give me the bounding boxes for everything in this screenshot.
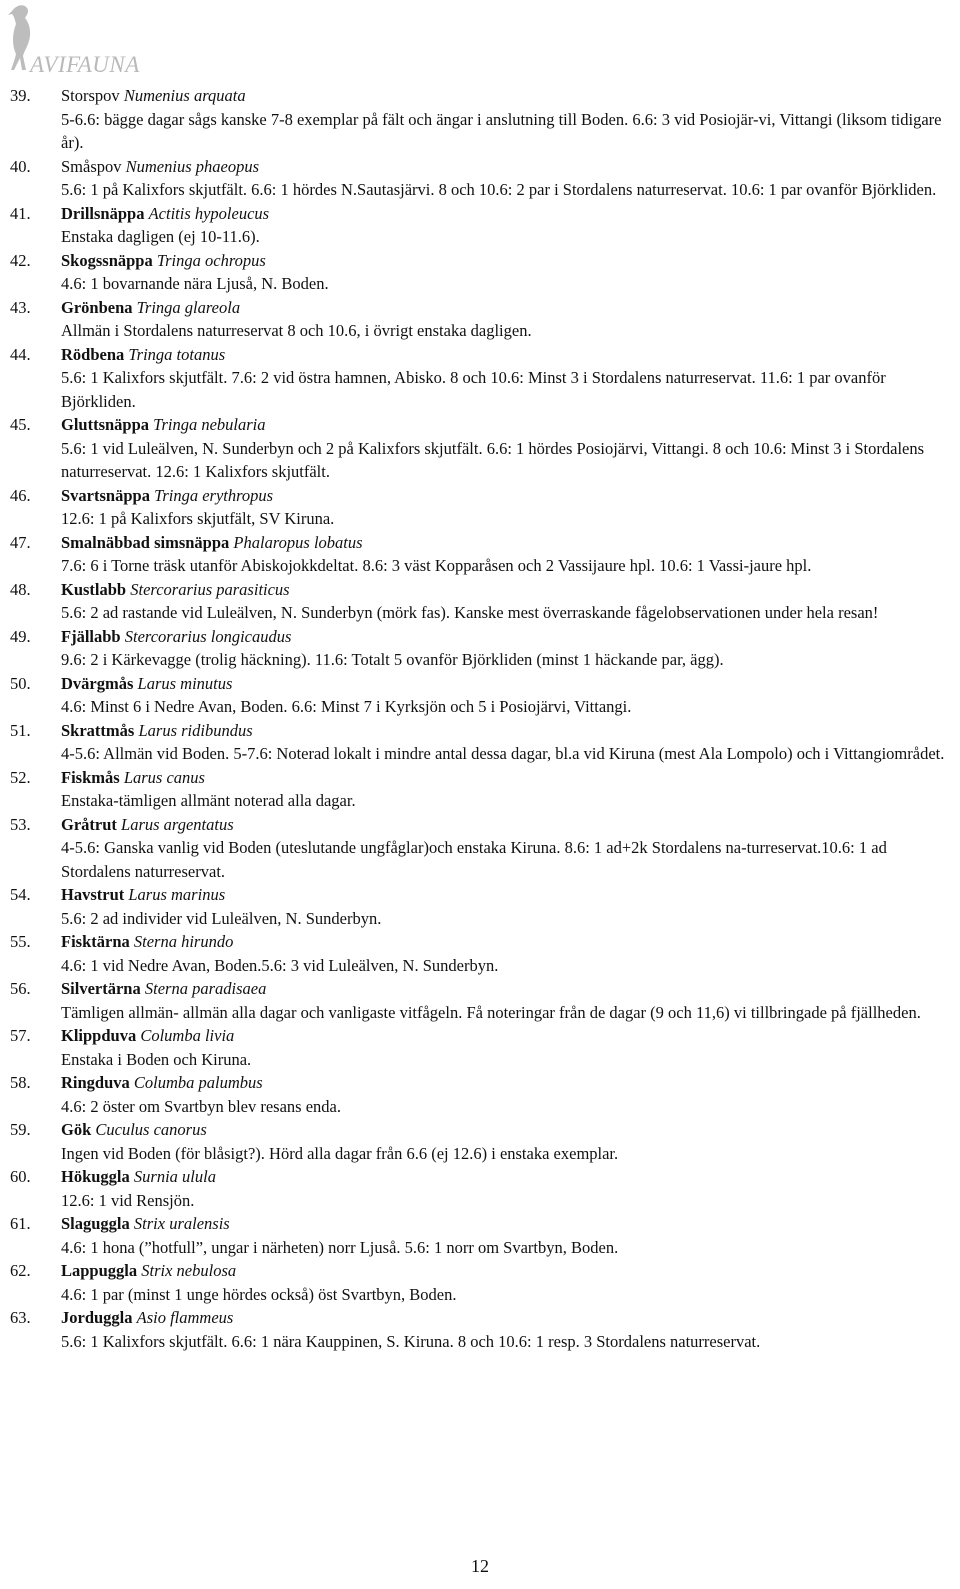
entry-number: 50. (10, 673, 31, 693)
species-name: Grönbena (61, 297, 133, 317)
species-name: Skrattmås (61, 720, 135, 740)
entry-number: 59. (10, 1120, 31, 1139)
entry-heading (61, 296, 960, 320)
species-name: Gråtrut (61, 814, 117, 834)
latin-name: Phalaropus lobatus (233, 532, 363, 552)
entry-heading (61, 343, 960, 367)
observation-text: 4.6: 2 öster om Svartbyn blev resans enda. (61, 1096, 341, 1116)
entry-heading (61, 1024, 960, 1048)
entry-number: 49. (10, 626, 31, 646)
latin-name: Larus ridibundus (138, 720, 253, 740)
entry-number: 52. (10, 767, 31, 787)
observation-text: 4-5.6: Allmän vid Boden. 5-7.6: Noterad lokalt i mindre antal dessa dagar, bl.a vid Kiruna (mest Ala Lompolo) och i Vittangiområdet. (61, 744, 945, 763)
latin-name: Tringa ochropus (156, 250, 266, 270)
latin-name: Stercorarius parasiticus (130, 579, 290, 599)
observation-text: Tämligen allmän- allmän alla dagar och vanligaste vitfågeln. Få noteringar från de dagar (9 och 11,6) vi tillbringade på fjällheden. (61, 1002, 921, 1022)
observation-text: 5.6: 1 på Kalixfors skjutfält. 6.6: 1 hördes N.Sautasjärvi. 8 och 10.6: 2 par i Stordalens naturreservat. 10.6: 1 par ovanför Björkliden. (61, 180, 937, 199)
latin-name: Sterna hirundo (133, 932, 234, 951)
species-entry (0, 413, 960, 484)
species-name: Fisktärna (61, 932, 130, 951)
entry-number: 39. (10, 86, 31, 105)
entry-number: 48. (10, 579, 31, 599)
entry-heading (61, 1212, 960, 1236)
entry-heading (61, 719, 960, 743)
species-name: Fjällabb (61, 626, 121, 646)
species-entry (0, 672, 960, 719)
species-name: Drillsnäppa (61, 203, 145, 223)
species-name: Dvärgmås (61, 673, 134, 693)
entry-heading (61, 1071, 960, 1095)
observation-text: 4.6: 1 bovarnande nära Ljuså, N. Boden. (61, 274, 329, 293)
entry-heading (61, 1259, 960, 1283)
entry-number: 44. (10, 344, 31, 364)
species-entry (0, 578, 960, 625)
species-entry (0, 883, 960, 930)
latin-name: Tringa nebularia (153, 415, 266, 434)
entry-heading (61, 202, 960, 226)
entry-number: 60. (10, 1167, 31, 1186)
species-name: Rödbena (61, 344, 125, 364)
species-name: Småspov (61, 156, 122, 176)
species-name: Jorduggla (61, 1308, 133, 1327)
latin-name: Numenius arquata (123, 86, 246, 105)
observation-text: 5.6: 2 ad individer vid Luleälven, N. Sunderbyn. (61, 908, 382, 928)
latin-name: Larus argentatus (121, 814, 234, 834)
entry-number: 61. (10, 1214, 31, 1233)
entry-heading (61, 578, 960, 602)
entry-number: 47. (10, 532, 31, 552)
species-name: Storspov (61, 86, 120, 105)
entry-number: 41. (10, 203, 31, 223)
species-name: Smalnäbbad simsnäppa (61, 532, 230, 552)
latin-name: Larus marinus (128, 885, 226, 904)
observation-text: 4-5.6: Ganska vanlig vid Boden (uteslutande ungfåglar)och enstaka Kiruna. 8.6: 1 ad+2k Stordalens na-turreservat.10.6: 1 ad Stordalens naturreservat. (61, 838, 887, 881)
latin-name: Columba livia (140, 1026, 235, 1045)
species-entry (0, 531, 960, 578)
species-name: Fiskmås (61, 767, 120, 787)
observation-text: 9.6: 2 i Kärkevagge (trolig häckning). 11.6: Totalt 5 ovanför Björkliden (minst 1 häckande par, ägg). (61, 650, 724, 669)
species-name: Slaguggla (61, 1214, 130, 1233)
observation-text: 4.6: 1 hona (”hotfull”, ungar i närheten) norr Ljuså. 5.6: 1 norr om Svartbyn, Boden. (61, 1237, 619, 1257)
latin-name: Sterna paradisaea (144, 979, 267, 998)
entry-number: 46. (10, 485, 31, 505)
entry-number: 53. (10, 814, 31, 834)
entry-heading (61, 413, 960, 437)
latin-name: Cuculus canorus (95, 1120, 207, 1139)
entry-heading (61, 930, 960, 954)
avifauna-logo (4, 4, 174, 77)
entry-number: 42. (10, 250, 31, 270)
latin-name: Tringa erythropus (154, 485, 274, 505)
entry-number: 40. (10, 156, 31, 176)
observation-text: 7.6: 6 i Torne träsk utanför Abiskojokkdeltat. 8.6: 3 väst Kopparåsen och 2 Vassijaure hpl. 10.6: 1 Vassi-jaure hpl. (61, 556, 812, 575)
entry-heading (61, 883, 960, 907)
entry-heading (61, 977, 960, 1001)
latin-name: Stercorarius longicaudus (124, 626, 292, 646)
species-name: Havstrut (61, 885, 125, 904)
latin-name: Actitis hypoleucus (148, 203, 270, 223)
latin-name: Larus canus (123, 767, 205, 787)
entry-heading (61, 531, 960, 555)
observation-text: 5.6: 1 vid Luleälven, N. Sunderbyn och 2 på Kalixfors skjutfält. 6.6: 1 hördes Posiojärvi, Vittangi. 8 och 10.6: Minst 3 i Stordalens naturreservat. 12.6: 1 Kalixfors skjutfält. (61, 438, 925, 481)
latin-name: Columba palumbus (133, 1073, 263, 1092)
species-name: Silvertärna (61, 979, 141, 998)
species-entry (0, 1165, 960, 1212)
latin-name: Numenius phaeopus (125, 156, 260, 176)
entry-number: 63. (10, 1308, 31, 1327)
entry-number: 62. (10, 1261, 31, 1280)
entry-heading (61, 1118, 960, 1142)
logo-text: AVIFAUNA (30, 52, 140, 77)
species-name: Gök (61, 1120, 92, 1139)
latin-name: Larus minutus (137, 673, 233, 693)
entry-heading (61, 1165, 960, 1189)
species-entry (0, 625, 960, 672)
latin-name: Strix uralensis (133, 1214, 230, 1233)
entry-number: 43. (10, 297, 31, 317)
species-entry (0, 1024, 960, 1071)
observation-text: 12.6: 1 vid Rensjön. (61, 1190, 195, 1210)
entry-heading (61, 813, 960, 837)
species-entry (0, 766, 960, 813)
entry-heading (61, 249, 960, 273)
entry-heading (61, 484, 960, 508)
species-entry (0, 719, 960, 766)
entry-heading (61, 625, 960, 649)
entry-heading (61, 84, 960, 108)
observation-text: Enstaka dagligen (ej 10-11.6). (61, 227, 260, 246)
species-entry (0, 930, 960, 977)
observation-text: 5.6: 1 Kalixfors skjutfält. 6.6: 1 nära Kauppinen, S. Kiruna. 8 och 10.6: 1 resp. 3 Stordalens naturreservat. (61, 1331, 761, 1351)
species-entry (0, 1071, 960, 1118)
entry-heading (61, 1306, 960, 1330)
species-entry (0, 813, 960, 884)
species-entry (0, 977, 960, 1024)
species-entry (0, 484, 960, 531)
observation-text: 4.6: Minst 6 i Nedre Avan, Boden. 6.6: Minst 7 i Kyrksjön och 5 i Posiojärvi, Vittangi. (61, 697, 632, 716)
entry-number: 57. (10, 1026, 31, 1045)
latin-name: Surnia ulula (133, 1167, 216, 1186)
observation-text: Enstaka i Boden och Kiruna. (61, 1049, 252, 1069)
species-name: Skogssnäppa (61, 250, 153, 270)
latin-name: Tringa glareola (136, 297, 241, 317)
species-entry (0, 249, 960, 296)
species-entry (0, 296, 960, 343)
species-entry (0, 84, 960, 155)
observation-text: 4.6: 1 par (minst 1 unge hördes också) öst Svartbyn, Boden. (61, 1284, 457, 1304)
observation-text: Ingen vid Boden (för blåsigt?). Hörd alla dagar från 6.6 (ej 12.6) i enstaka exemplar. (61, 1143, 619, 1163)
species-list (0, 84, 960, 1353)
species-name: Ringduva (61, 1073, 130, 1092)
entry-heading (61, 155, 960, 179)
entry-heading (61, 766, 960, 790)
species-name: Lappuggla (61, 1261, 138, 1280)
species-name: Gluttsnäppa (61, 415, 150, 434)
species-entry (0, 343, 960, 414)
species-name: Svartsnäppa (61, 485, 150, 505)
entry-number: 56. (10, 979, 31, 998)
observation-text: 4.6: 1 vid Nedre Avan, Boden.5.6: 3 vid Luleälven, N. Sunderbyn. (61, 955, 499, 975)
species-name: Klippduva (61, 1026, 137, 1045)
species-name: Hökuggla (61, 1167, 130, 1186)
species-entry (0, 1212, 960, 1259)
observation-text: 5.6: 2 ad rastande vid Luleälven, N. Sunderbyn (mörk fas). Kanske mest överraskande fågelobservationen under hela resan! (61, 603, 879, 622)
species-entry (0, 1118, 960, 1165)
species-name: Kustlabb (61, 579, 127, 599)
observation-text: Enstaka-tämligen allmänt noterad alla dagar. (61, 791, 356, 810)
page-number: 12 (471, 1556, 489, 1576)
entry-number: 45. (10, 415, 31, 434)
entry-number: 51. (10, 720, 31, 740)
observation-text: 12.6: 1 på Kalixfors skjutfält, SV Kiruna. (61, 509, 335, 528)
entry-number: 55. (10, 932, 31, 951)
entry-number: 54. (10, 885, 31, 904)
species-entry (0, 1259, 960, 1306)
species-entry (0, 155, 960, 202)
latin-name: Asio flammeus (136, 1308, 234, 1327)
observation-text: Allmän i Stordalens naturreservat 8 och 10.6, i övrigt enstaka dagligen. (61, 321, 532, 340)
observation-text: 5-6.6: bägge dagar sågs kanske 7-8 exemplar på fält och ängar i anslutning till Boden. 6.6: 3 vid Posiojär-vi, Vittangi (liksom tidigare år). (61, 109, 942, 152)
observation-text: 5.6: 1 Kalixfors skjutfält. 7.6: 2 vid östra hamnen, Abisko. 8 och 10.6: Minst 3 i Stordalens naturreservat. 11.6: 1 par ovanför Björkliden. (61, 368, 886, 411)
latin-name: Tringa totanus (128, 344, 226, 364)
species-entry (0, 202, 960, 249)
species-entry (0, 1306, 960, 1353)
entry-number: 58. (10, 1073, 31, 1092)
latin-name: Strix nebulosa (141, 1261, 237, 1280)
entry-heading (61, 672, 960, 696)
